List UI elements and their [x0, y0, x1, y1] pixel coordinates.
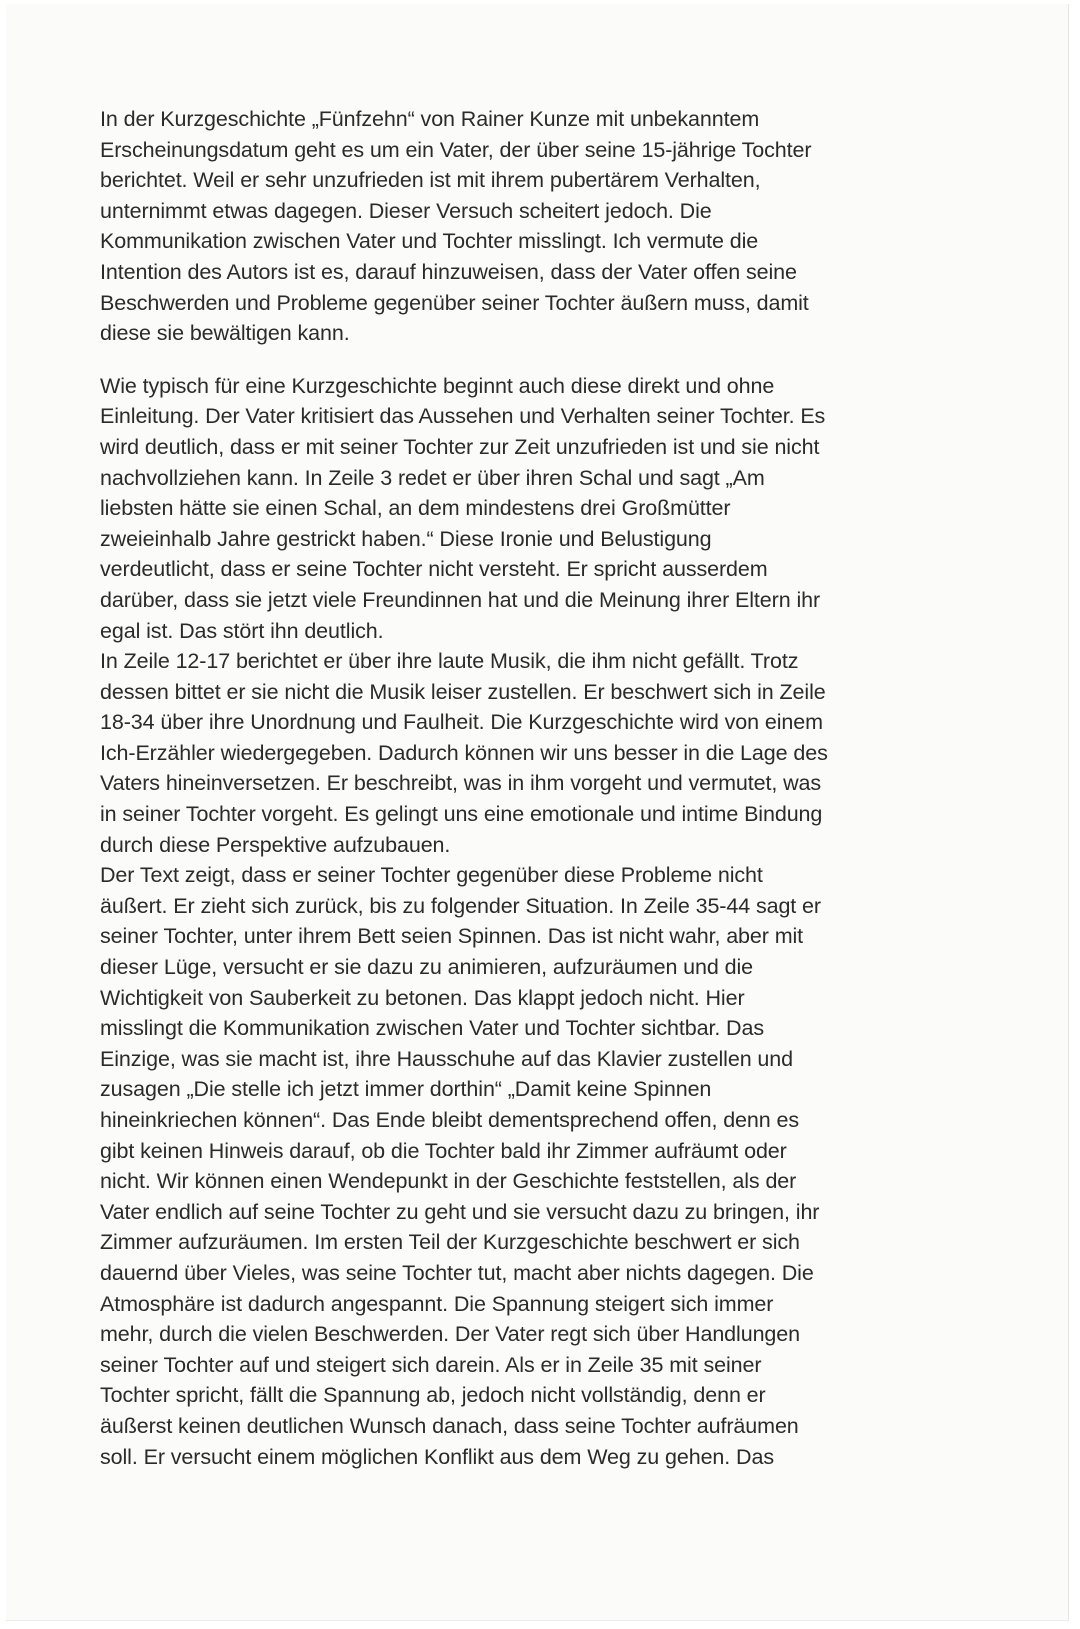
text-line: In Zeile 12-17 berichtet er über ihre laute Musik, die ihm nicht gefällt. Trotz — [100, 649, 799, 674]
text-line: Wie typisch für eine Kurzgeschichte beginnt auch diese direkt und ohne — [100, 373, 775, 398]
text-line: Einzige, was sie macht ist, ihre Hausschuhe auf das Klavier zustellen und — [100, 1046, 794, 1071]
text-line: Zimmer aufzuräumen. Im ersten Teil der Kurzgeschichte beschwert er sich — [100, 1230, 800, 1255]
text-line: egal ist. Das stört ihn deutlich. — [100, 618, 384, 643]
paragraph-analysis — [100, 371, 1000, 1472]
text-line: durch diese Perspektive aufzubauen. — [100, 832, 451, 857]
text-line: äußert. Er zieht sich zurück, bis zu folgender Situation. In Zeile 35-44 sagt er — [100, 893, 821, 918]
text-line: Der Text zeigt, dass er seiner Tochter gegenüber diese Probleme nicht — [100, 863, 763, 888]
text-line: Einleitung. Der Vater kritisiert das Aussehen und Verhalten seiner Tochter. Es — [100, 404, 826, 429]
text-line: Vaters hineinversetzen. Er beschreibt, was in ihm vorgeht und vermutet, was — [100, 771, 822, 796]
text-line: Beschwerden und Probleme gegenüber seiner Tochter äußern muss, damit — [100, 290, 809, 315]
text-line: In der Kurzgeschichte „Fünfzehn“ von Rainer Kunze mit unbekanntem — [100, 107, 760, 131]
text-line: gibt keinen Hinweis darauf, ob die Tochter bald ihr Zimmer aufräumt oder — [100, 1138, 787, 1163]
text-line: diese sie bewältigen kann. — [100, 321, 350, 346]
text-line: Intention des Autors ist es, darauf hinzuweisen, dass der Vater offen seine — [100, 259, 797, 284]
text-line: unternimmt etwas dagegen. Dieser Versuch scheitert jedoch. Die — [100, 198, 712, 223]
paragraph-intro — [100, 104, 1000, 349]
text-line: Kommunikation zwischen Vater und Tochter misslingt. Ich vermute die — [100, 229, 759, 254]
text-line: in seiner Tochter vorgeht. Es gelingt uns eine emotionale und intime Bindung — [100, 802, 823, 827]
essay-text — [100, 104, 1000, 1472]
text-line: verdeutlicht, dass er seine Tochter nicht versteht. Er spricht ausserdem — [100, 557, 768, 582]
text-line: mehr, durch die vielen Beschwerden. Der Vater regt sich über Handlungen — [100, 1322, 801, 1347]
text-line: dieser Lüge, versucht er sie dazu zu animieren, aufzuräumen und die — [100, 955, 754, 980]
text-line: Ich-Erzähler wiedergegeben. Dadurch können wir uns besser in die Lage des — [100, 740, 828, 765]
text-line: nachvollziehen kann. In Zeile 3 redet er über ihren Schal und sagt „Am — [100, 465, 765, 490]
text-line: 18-34 über ihre Unordnung und Faulheit. Die Kurzgeschichte wird von einem — [100, 710, 823, 735]
document-page — [6, 4, 1069, 1621]
text-line: dauernd über Vieles, was seine Tochter tut, macht aber nichts dagegen. Die — [100, 1260, 814, 1285]
text-line: Atmosphäre ist dadurch angespannt. Die Spannung steigert sich immer — [100, 1291, 774, 1316]
text-line: seiner Tochter, unter ihrem Bett seien Spinnen. Das ist nicht wahr, aber mit — [100, 924, 804, 949]
text-line: zweieinhalb Jahre gestrickt haben.“ Diese Ironie und Belustigung — [100, 526, 712, 551]
text-line: äußerst keinen deutlichen Wunsch danach, dass seine Tochter aufräumen — [100, 1413, 799, 1438]
text-line: soll. Er versucht einem möglichen Konflikt aus dem Weg zu gehen. Das — [100, 1444, 774, 1469]
text-line: berichtet. Weil er sehr unzufrieden ist mit ihrem pubertärem Verhalten, — [100, 168, 761, 193]
text-line: dessen bittet er sie nicht die Musik leiser zustellen. Er beschwert sich in Zeile — [100, 679, 826, 704]
text-line: nicht. Wir können einen Wendepunkt in der Geschichte feststellen, als der — [100, 1169, 797, 1194]
text-line: Vater endlich auf seine Tochter zu geht und sie versucht dazu zu bringen, ihr — [100, 1199, 820, 1224]
text-line: Erscheinungsdatum geht es um ein Vater, der über seine 15-jährige Tochter — [100, 137, 812, 162]
text-line: seiner Tochter auf und steigert sich darein. Als er in Zeile 35 mit seiner — [100, 1352, 762, 1377]
paragraph-gap — [100, 349, 1000, 371]
text-line: misslingt die Kommunikation zwischen Vater und Tochter sichtbar. Das — [100, 1016, 764, 1041]
text-line: darüber, dass sie jetzt viele Freundinnen hat und die Meinung ihrer Eltern ihr — [100, 587, 821, 612]
text-line: zusagen „Die stelle ich jetzt immer dorthin“ „Damit keine Spinnen — [100, 1077, 712, 1102]
text-line: liebsten hätte sie einen Schal, an dem mindestens drei Großmütter — [100, 496, 731, 521]
text-line: hineinkriechen können“. Das Ende bleibt dementsprechend offen, denn es — [100, 1108, 800, 1132]
text-line: wird deutlich, dass er mit seiner Tochter zur Zeit unzufrieden ist und sie nicht — [100, 434, 820, 459]
text-line: Tochter spricht, fällt die Spannung ab, jedoch nicht vollständig, denn er — [100, 1383, 766, 1408]
text-line: Wichtigkeit von Sauberkeit zu betonen. Das klappt jedoch nicht. Hier — [100, 985, 745, 1010]
